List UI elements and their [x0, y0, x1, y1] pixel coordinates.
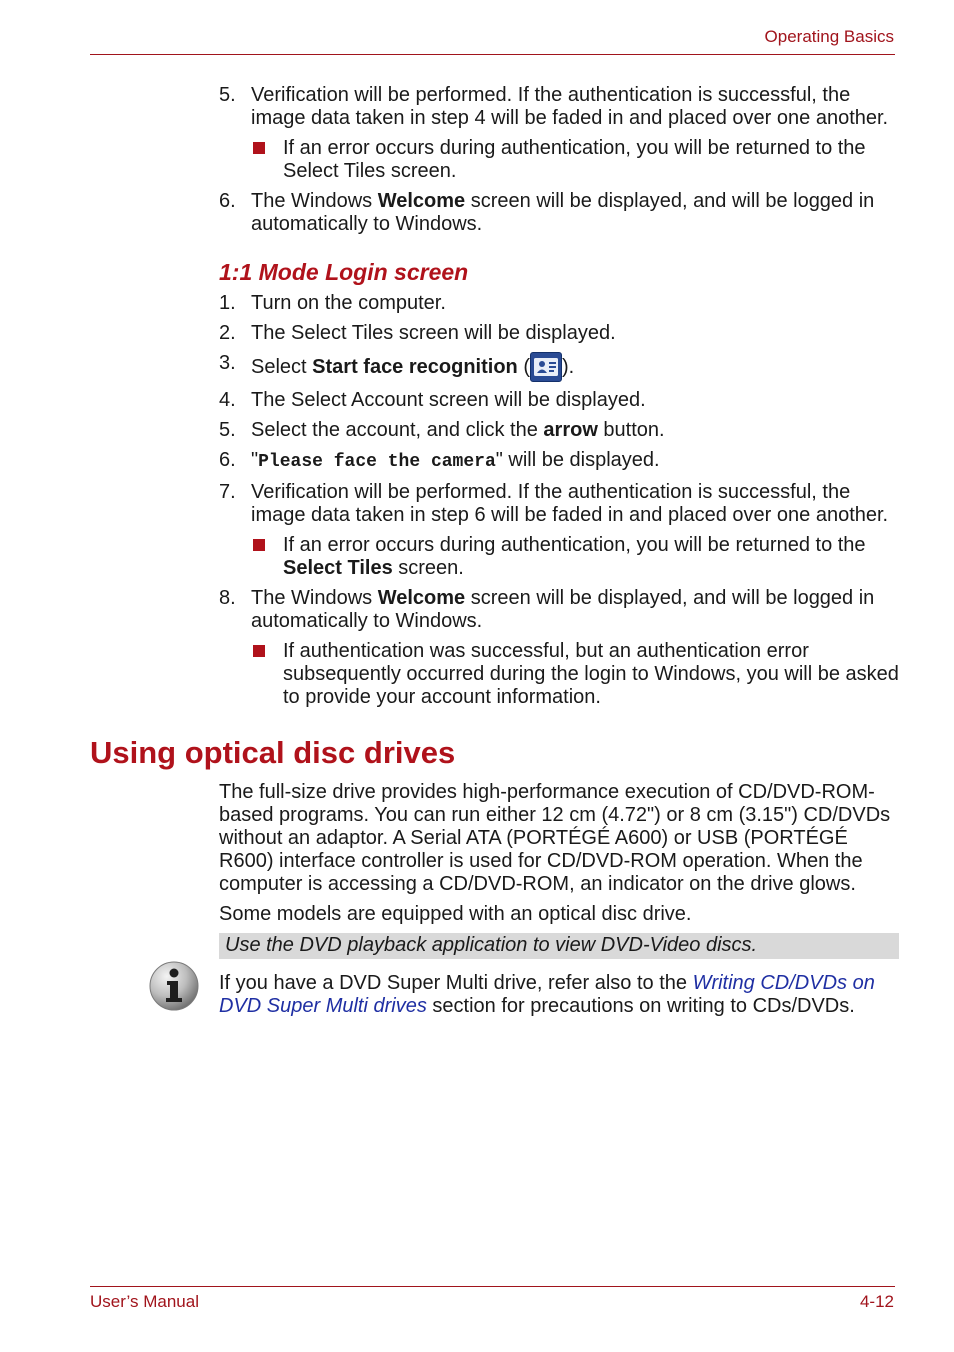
step-text: Turn on the computer.	[251, 292, 446, 314]
step-item	[219, 292, 899, 315]
step-item	[219, 322, 899, 345]
header-title: Operating Basics	[764, 27, 894, 46]
footer-manual-title: User’s Manual	[90, 1292, 199, 1311]
section-paragraph: The full-size drive provides high-performance execution of CD/DVD-ROM-based programs. You can run either 12 cm (4.72") or 8 cm (3.15") CD/DVDs without an adaptor. A Serial ATA (PORTÉGÉ A600) or USB (PORTÉGÉ R600) interface controller is used for CD/DVD-ROM operation. When the computer is accessing a CD/DVD-ROM, an indicator on the drive glows.	[219, 781, 891, 895]
step-text-pre: The Windows	[251, 190, 378, 212]
footer-rule	[90, 1286, 895, 1287]
section-paragraph	[219, 972, 899, 1018]
bullet-text-pre: If an error occurs during authentication, you will be returned to the	[283, 534, 866, 556]
bullet-square-icon	[253, 645, 265, 657]
paragraph-text-pre: If you have a DVD Super Multi drive, refer also to the	[219, 972, 693, 994]
step-text-pre: The Windows	[251, 587, 378, 609]
step-text: The Select Tiles screen will be displayed.	[251, 322, 616, 344]
paragraph-text-post: section for precautions on writing to CDs/DVDs.	[426, 995, 855, 1017]
step-number: 6.	[219, 190, 236, 212]
note-box: Use the DVD playback application to view DVD-Video discs.	[219, 933, 899, 959]
step-item	[219, 419, 899, 442]
step-text-post: screen will be displayed, and will be logged in automatically to Windows.	[251, 190, 875, 235]
bullet-text: If authentication was successful, but an authentication error subsequently occurred during the login to Windows, you will be asked to provide your account information.	[283, 640, 899, 708]
step-item	[219, 481, 899, 527]
step-number: 1.	[219, 292, 236, 314]
paren-open: (	[517, 356, 530, 378]
step-text-post: button.	[597, 419, 665, 441]
step-text-pre: Select	[251, 356, 313, 378]
bullet-item	[251, 137, 899, 183]
step-number: 5.	[219, 419, 236, 441]
bullet-item	[251, 534, 899, 580]
step-text-bold: Welcome	[377, 587, 466, 609]
step-text: Verification will be performed. If the authentication is successful, the image data taken in step 4 will be faded in and placed over one another.	[251, 84, 889, 129]
step-number: 7.	[219, 481, 236, 503]
step-text: Verification will be performed. If the authentication is successful, the image data taken in step 6 will be faded in and placed over one another.	[251, 481, 889, 526]
section-body	[219, 781, 899, 1025]
bullet-square-icon	[253, 142, 265, 154]
step-text-bold: arrow	[543, 419, 598, 441]
section-title: Using optical disc drives	[90, 735, 456, 770]
bullet-text-post: screen.	[392, 557, 464, 579]
step-item	[219, 587, 899, 633]
step-item	[219, 352, 899, 382]
step-number: 6.	[219, 449, 236, 471]
step-number: 5.	[219, 84, 236, 106]
step-item	[219, 84, 899, 130]
step-number: 4.	[219, 389, 236, 411]
bullet-item	[251, 640, 899, 709]
info-icon	[148, 960, 200, 1012]
step-text-pre: Select the account, and click the	[251, 419, 544, 441]
bullet-text-bold: Select Tiles	[283, 557, 393, 579]
header-rule	[90, 54, 895, 55]
step-number: 2.	[219, 322, 236, 344]
face-recognition-icon	[530, 352, 562, 382]
bullet-text: If an error occurs during authentication, you will be returned to the Select Tiles screen.	[283, 137, 866, 182]
procedure-content	[219, 84, 899, 716]
step-item	[219, 389, 899, 412]
step-text-post: " will be displayed.	[495, 449, 660, 471]
page-number: 4-12	[859, 1292, 894, 1311]
step-text-bold: Start face recognition	[312, 356, 518, 378]
writing-cd-dvds-link[interactable]: Writing CD/DVDs on DVD Super Multi drives	[219, 972, 875, 1017]
bullet-square-icon	[253, 539, 265, 551]
step-number: 8.	[219, 587, 236, 609]
section-paragraph: Some models are equipped with an optical disc drive.	[219, 903, 692, 925]
camera-message: Please face the camera	[258, 452, 496, 472]
subheading: 1:1 Mode Login screen	[219, 259, 469, 285]
step-text: The Select Account screen will be displayed.	[251, 389, 646, 411]
step-text-post: screen will be displayed, and will be logged in automatically to Windows.	[251, 587, 875, 632]
step-text-bold: Welcome	[377, 190, 466, 212]
step-item	[219, 449, 899, 474]
paren-close: ).	[561, 356, 575, 378]
quote-open: "	[251, 449, 259, 471]
step-number: 3.	[219, 352, 236, 374]
step-item	[219, 190, 899, 236]
